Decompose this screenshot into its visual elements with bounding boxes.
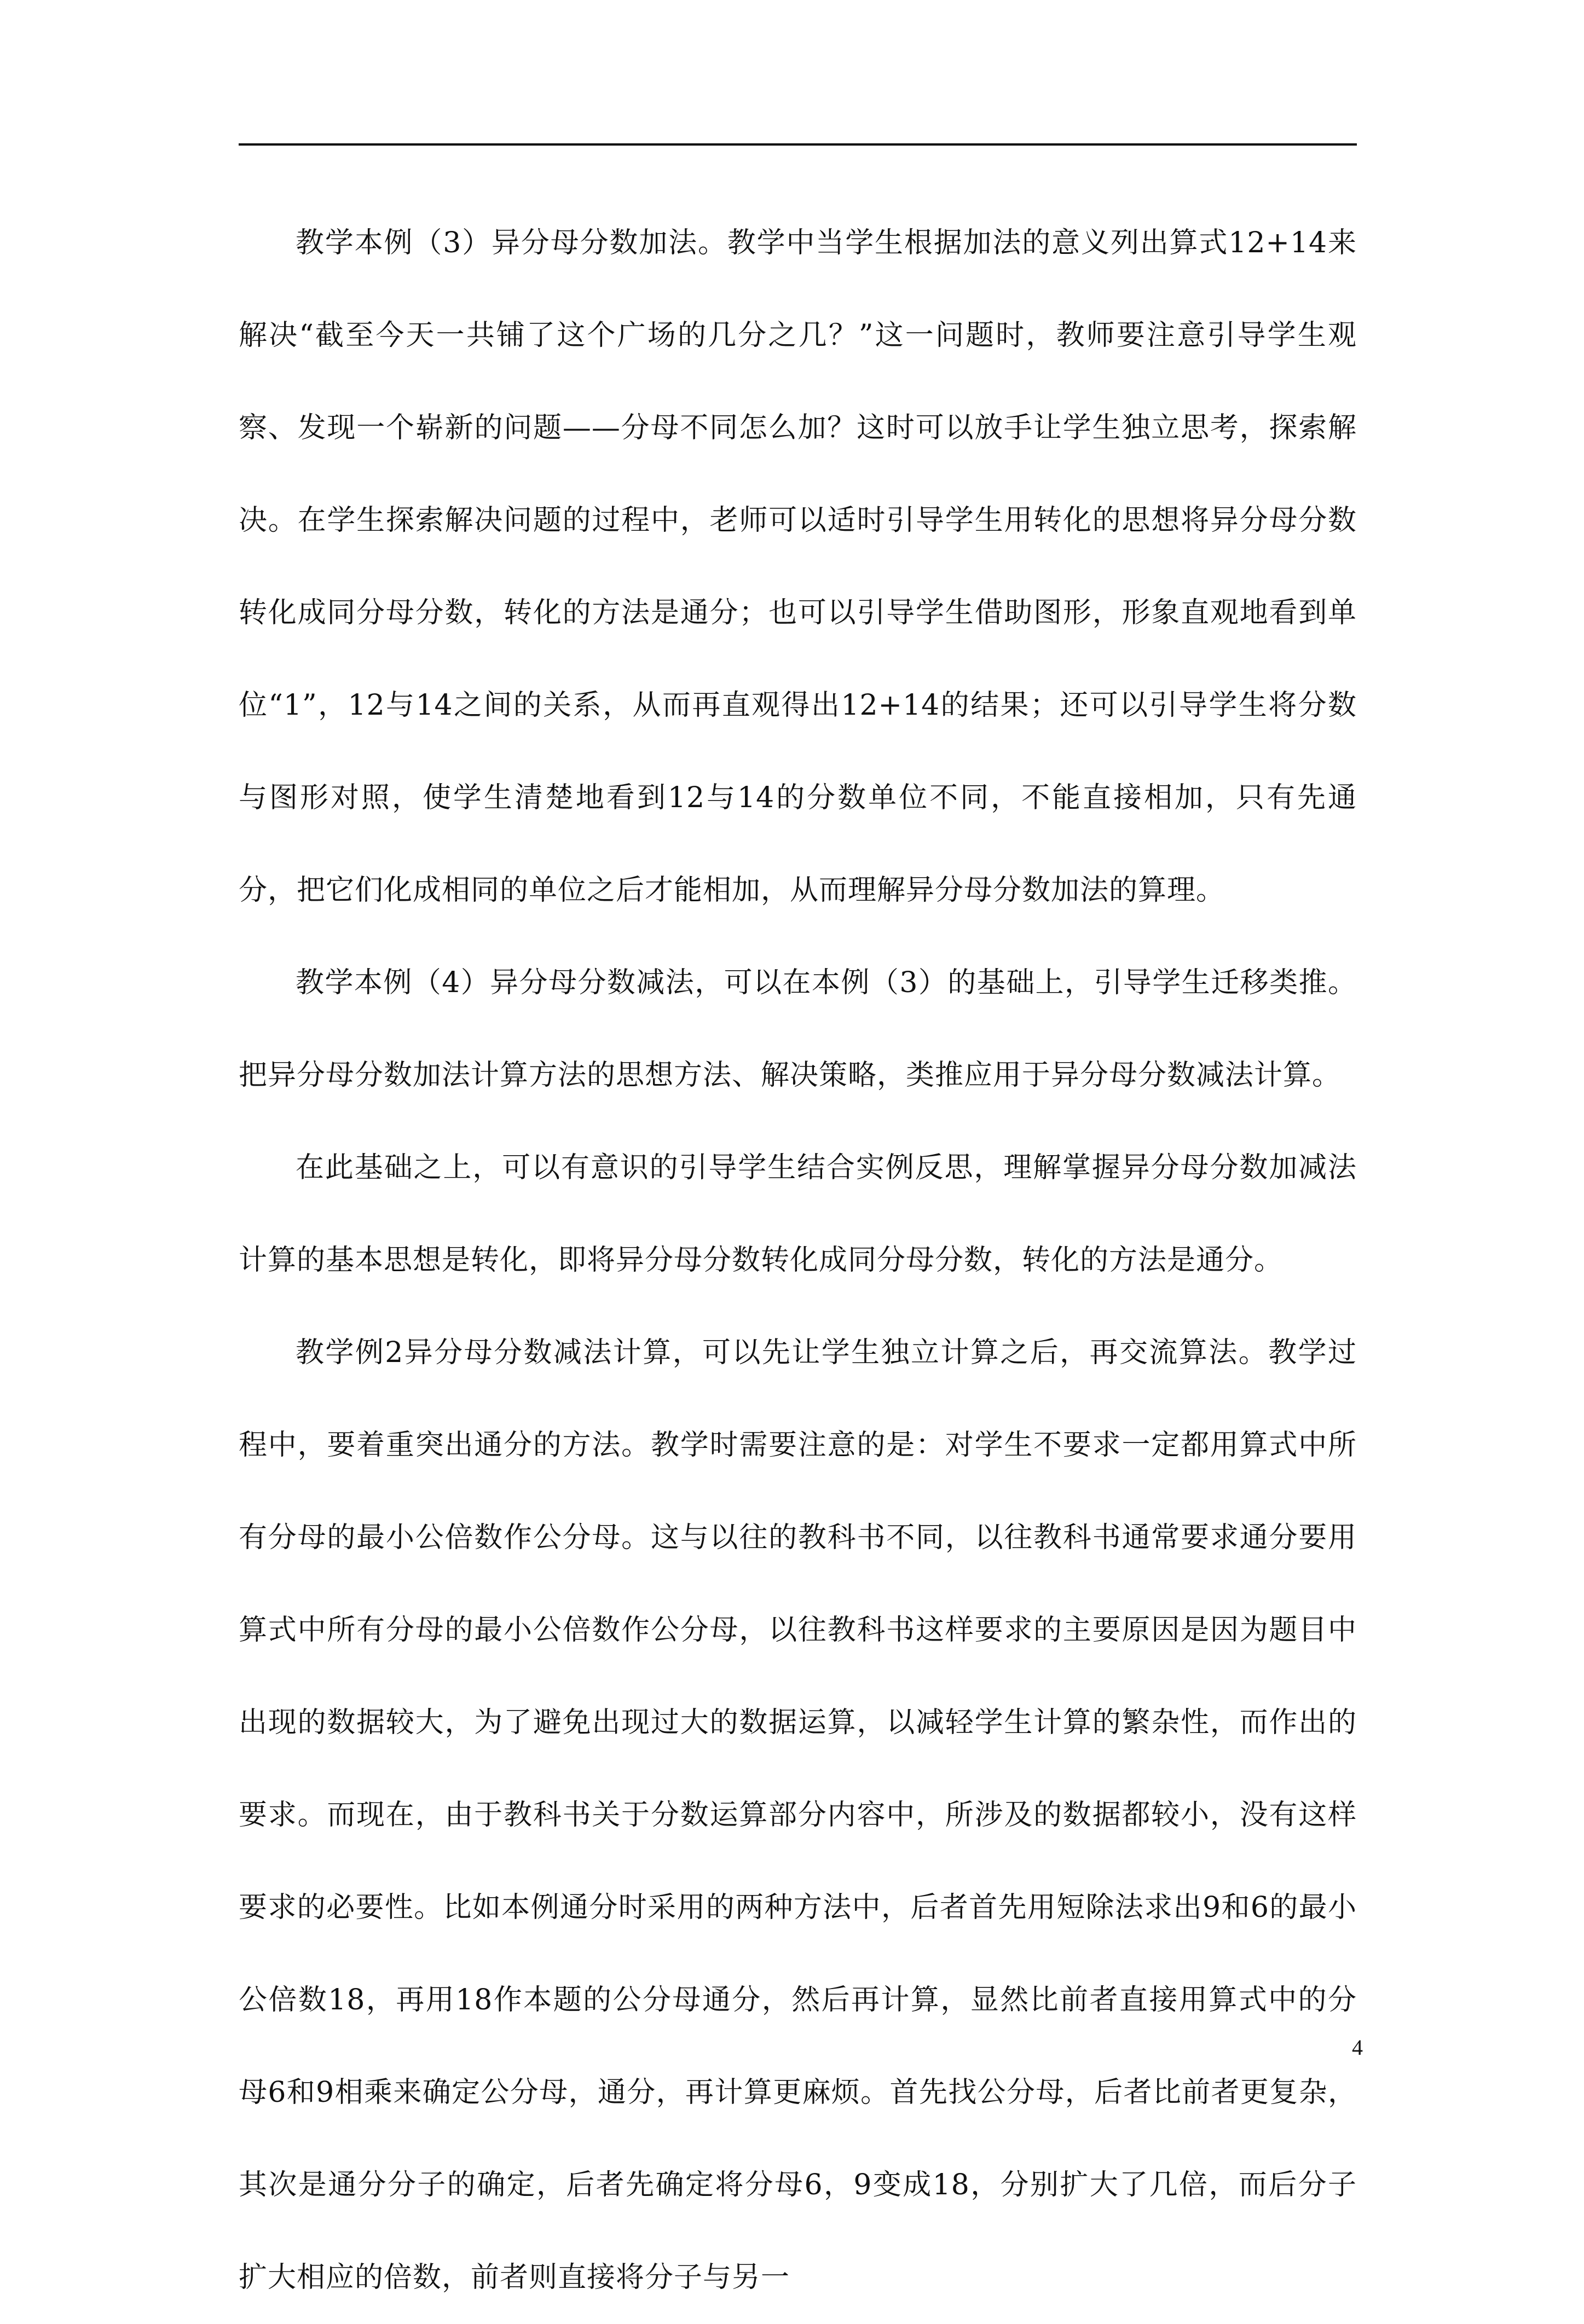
header-rule: [239, 143, 1357, 146]
paragraph-3: 在此基础之上，可以有意识的引导学生结合实例反思，理解掌握异分母分数加减法计算的基本思想是转化，即将异分母分数转化成同分母分数，转化的方法是通分。: [239, 1151, 1357, 1277]
paragraph-1: 教学本例（3）异分母分数加法。教学中当学生根据加法的意义列出算式12+14来解决“截至今天一共铺了这个广场的几分之几？”这一问题时，教师要注意引导学生观察、发现一个崭新的问题——分母不同怎么加？这时可以放手让学生独立思考，探索解决。在学生探索解决问题的过程中，老师可以适时引导学生用转化的思想将异分母分数转化成同分母分数，转化的方法是通分；也可以引导学生借助图形，形象直观地看到单位“1”，12与14之间的关系，从而再直观得出12+14的结果；还可以引导学生将分数与图形对照，使学生清楚地看到12与14的分数单位不同，不能直接相加，只有先通分，把它们化成相同的单位之后才能相加，从而理解异分母分数加法的算理。: [239, 227, 1357, 907]
document-body: [239, 197, 1357, 2324]
paragraph-4: 教学例2异分母分数减法计算，可以先让学生独立计算之后，再交流算法。教学过程中，要着重突出通分的方法。教学时需要注意的是：对学生不要求一定都用算式中所有分母的最小公倍数作公分母。这与以往的教科书不同，以往教科书通常要求通分要用算式中所有分母的最小公倍数作公分母，以往教科书这样要求的主要原因是因为题目中出现的数据较大，为了避免出现过大的数据运算，以减轻学生计算的繁杂性，而作出的要求。而现在，由于教科书关于分数运算部分内容中，所涉及的数据都较小，没有这样要求的必要性。比如本例通分时采用的两种方法中，后者首先用短除法求出9和6的最小公倍数18，再用18作本题的公分母通分，然后再计算，显然比前者直接用算式中的分母6和9相乘来确定公分母，通分，再计算更麻烦。首先找公分母，后者比前者更复杂，其次是通分分子的确定，后者先确定将分母6，9变成18，分别扩大了几倍，而后分子扩大相应的倍数，前者则直接将分子与另一: [239, 1336, 1357, 2294]
page-number: 4: [1352, 2035, 1363, 2060]
paragraph-2: 教学本例（4）异分母分数减法，可以在本例（3）的基础上，引导学生迁移类推。把异分母分数加法计算方法的思想方法、解决策略，类推应用于异分母分数减法计算。: [239, 966, 1357, 1092]
